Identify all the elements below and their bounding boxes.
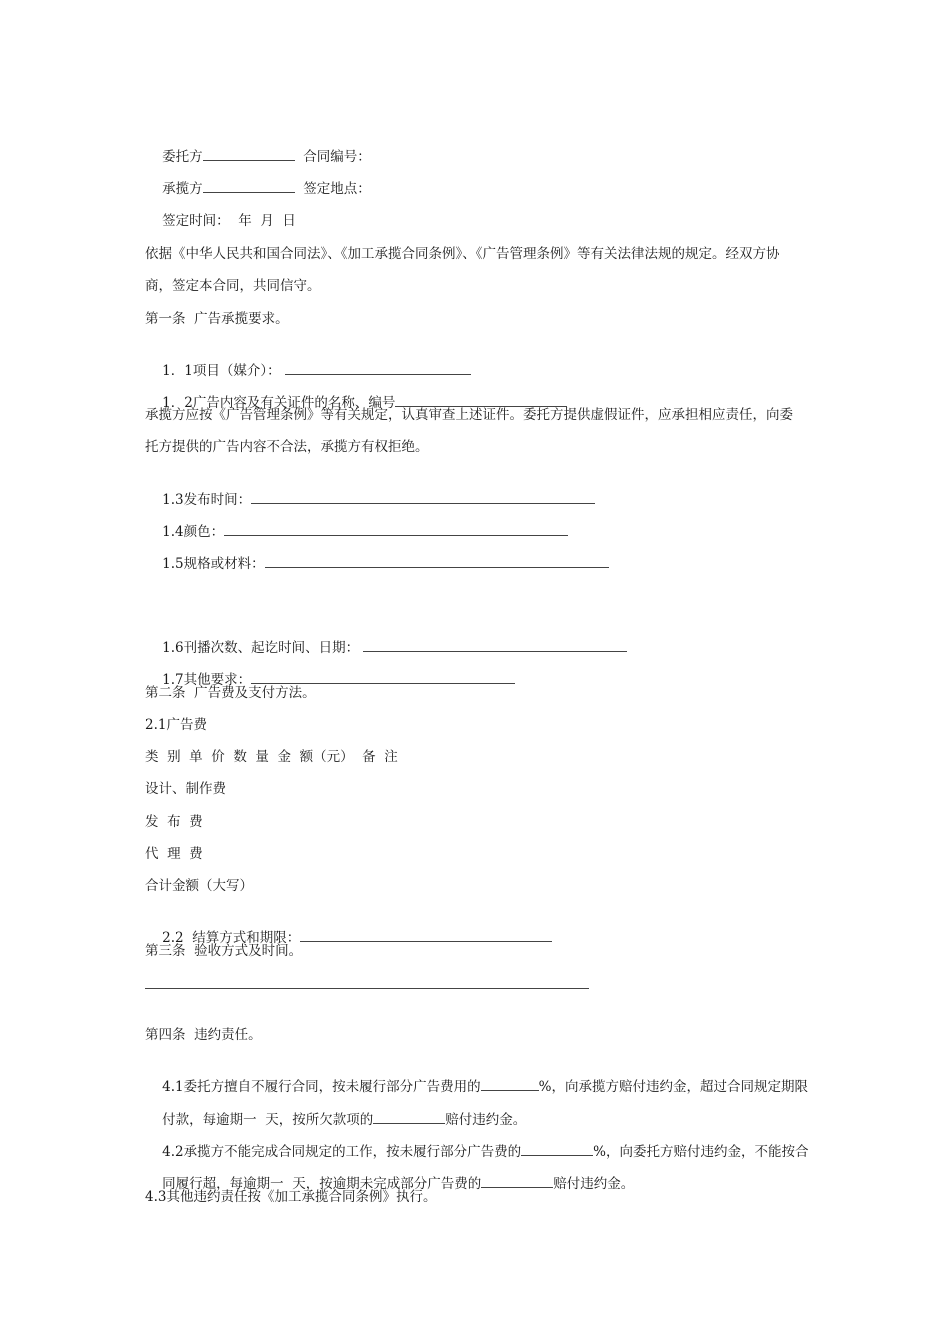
intro-line-1: 依据《中华人民共和国合同法》、《加工承揽合同条例》、《广告管理条例》等有关法律法规的规定。经双方协 — [145, 246, 780, 262]
item-4-3: 4.3其他违约责任按《加工承揽合同条例》执行。 — [145, 1189, 437, 1205]
item-4-2-amount-blank — [481, 1174, 553, 1188]
contractor-label: 承揽方 — [162, 181, 203, 197]
sign-time-label: 签定时间： — [162, 213, 230, 229]
article-2-title: 第二条 广告费及支付方法。 — [145, 685, 316, 701]
article-1-para-line-2: 托方提供的广告内容不合法，承揽方有权拒绝。 — [145, 439, 429, 455]
item-4-2-text-c: 同履行超，每逾期一 天，按逾期未完成部分广告费的 — [162, 1176, 482, 1192]
item-1-3-label: 1.3发布时间： — [162, 492, 252, 508]
item-2-2-blank — [300, 928, 552, 942]
item-4-1-text-b: %，向承揽方赔付违约金，超过合同规定期限 — [538, 1079, 808, 1095]
fee-row-publish: 发 布 费 — [145, 814, 203, 830]
article-4-title: 第四条 违约责任。 — [145, 1027, 262, 1043]
fee-row-agency: 代 理 费 — [145, 846, 203, 862]
item-2-1: 2.1广告费 — [145, 717, 207, 733]
fee-table-header: 类 别 单 价 数 量 金 额（元） 备 注 — [145, 749, 398, 765]
item-1-7-blank — [251, 670, 515, 684]
fee-row-design: 设计、制作费 — [145, 781, 226, 797]
article-3-blank-line — [145, 988, 589, 989]
sign-date: 年 月 日 — [238, 213, 296, 229]
item-4-1-text-c: 付款，每逾期一 天，按所欠款项的 — [162, 1112, 374, 1128]
article-1-title: 第一条 广告承揽要求。 — [145, 311, 289, 327]
fee-row-total: 合计金额（大写） — [145, 878, 253, 894]
item-4-1-text-d: 赔付违约金。 — [445, 1112, 527, 1128]
item-4-1-percent-blank — [481, 1077, 539, 1091]
sign-time-line — [145, 191, 296, 251]
article-1-para-line-1: 承揽方应按《广告管理条例》等有关规定，认真审查上述证件。委托方提供虚假证件，应承担相应责任，向委 — [145, 407, 793, 423]
item-1-5-label: 1.5规格或材料： — [162, 556, 265, 572]
item-4-2-text-b: %，向委托方赔付违约金，不能按合 — [593, 1144, 809, 1160]
intro-line-2: 商，签定本合同，共同信守。 — [145, 278, 321, 294]
item-1-5 — [145, 534, 609, 594]
item-4-2-text-a: 4.2承揽方不能完成合同规定的工作，按未履行部分广告费的 — [162, 1144, 522, 1160]
item-1-5-blank — [265, 554, 609, 568]
item-1-6-label: 1.6刊播次数、起讫时间、日期： — [162, 640, 360, 656]
item-1-4-label: 1.4颜色： — [162, 524, 225, 540]
article-3-title: 第三条 验收方式及时间。 — [145, 943, 303, 959]
item-4-2-text-d: 赔付违约金。 — [553, 1176, 635, 1192]
item-1-2-label: 1．2广告内容及有关证件的名称、编号 — [162, 395, 396, 411]
item-2-2-label: 2.2 结算方式和期限： — [162, 930, 301, 946]
client-label: 委托方 — [162, 149, 203, 165]
item-4-1-text-a: 4.1委托方擅自不履行合同，按未履行部分广告费用的 — [162, 1079, 481, 1095]
sign-place-label: 签定地点： — [303, 181, 371, 197]
item-1-7-label: 1.7其他要求： — [162, 672, 252, 688]
item-1-1-label: 1．1项目（媒介）： — [162, 363, 281, 379]
contract-no-label: 合同编号： — [303, 149, 371, 165]
